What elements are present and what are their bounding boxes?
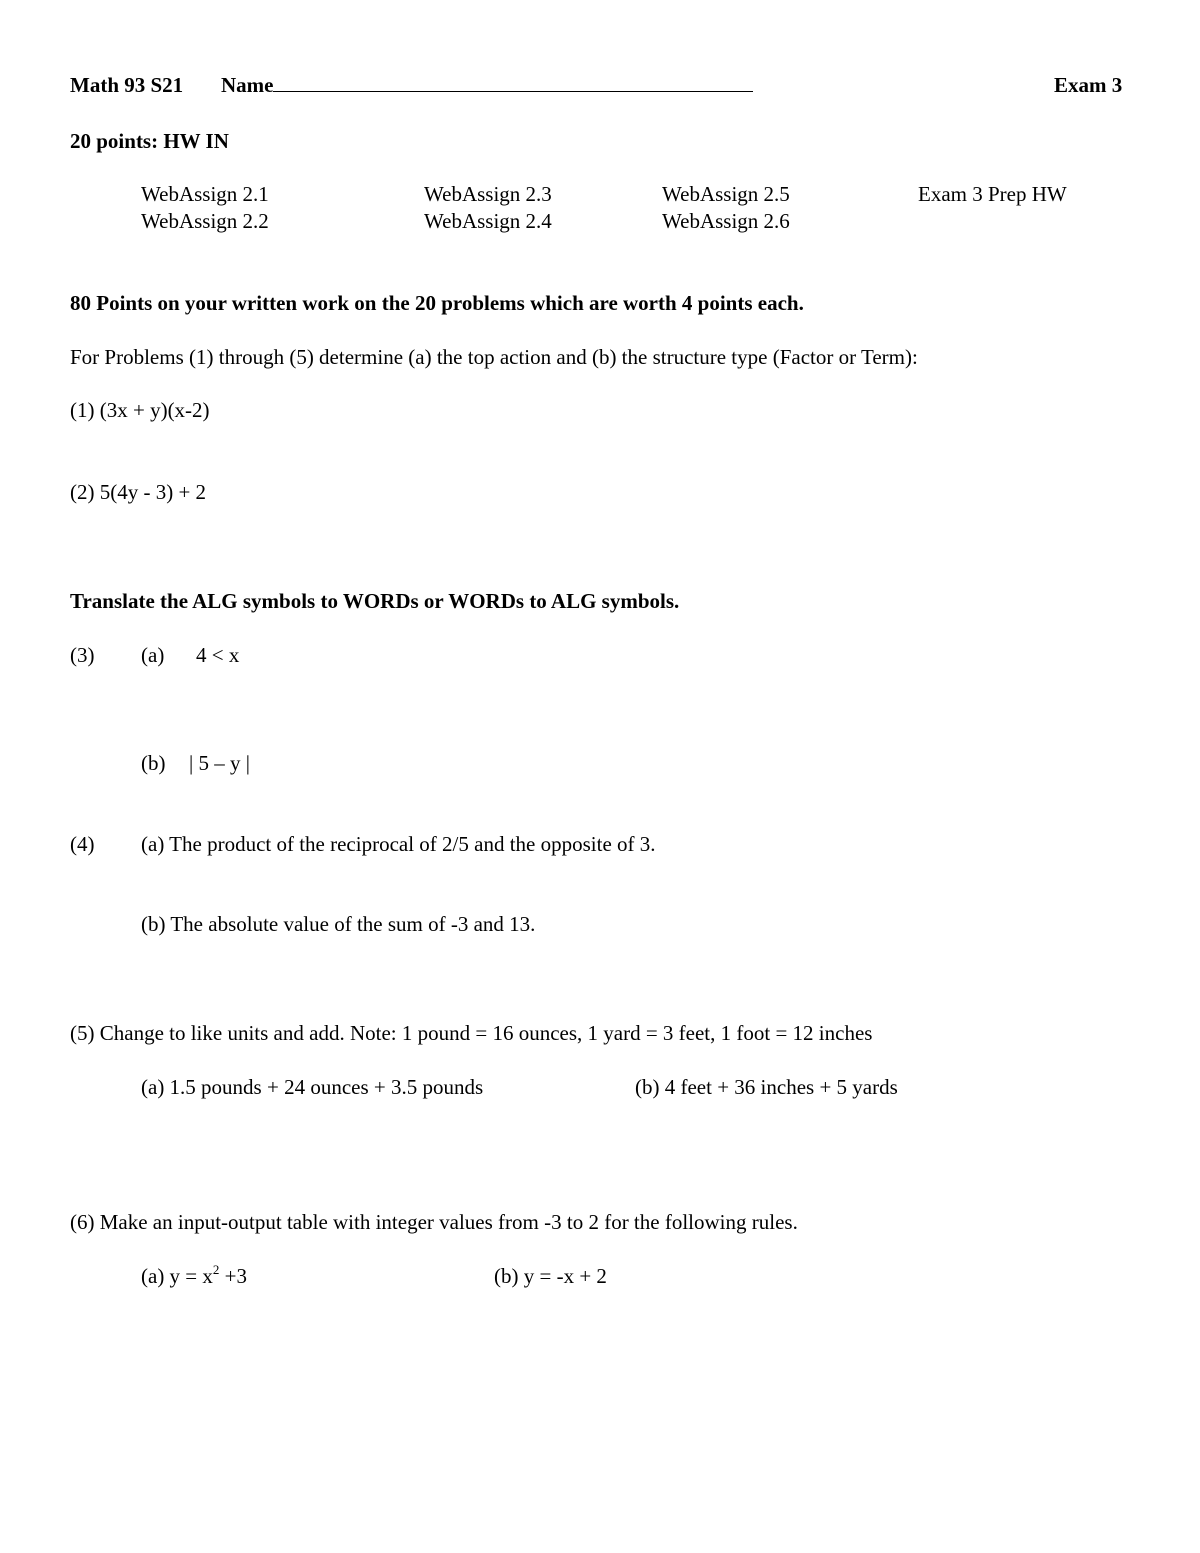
hw-item: WebAssign 2.2 [141, 209, 269, 233]
problem-4a: (a) The product of the reciprocal of 2/5 and the opposite of 3. [141, 832, 656, 856]
problem-6: (6) Make an input-output table with integer values from -3 to 2 for the following rules. [70, 1210, 798, 1234]
name-field-line[interactable] [273, 75, 753, 92]
problem-2: (2) 5(4y - 3) + 2 [70, 480, 207, 504]
problem-3b-expression: | 5 – y | [189, 751, 250, 775]
instructions-1-5: For Problems (1) through (5) determine (a) the top action and (b) the structure type (Factor or Term): [70, 345, 918, 369]
problem-3b-label: (b) [141, 751, 166, 775]
problem-4b: (b) The absolute value of the sum of -3 and 13. [141, 912, 536, 936]
hw-item: WebAssign 2.6 [662, 209, 790, 233]
hw-item: WebAssign 2.5 [662, 182, 790, 206]
problem-3a-label: (a) [141, 643, 165, 667]
hw-item: WebAssign 2.3 [424, 182, 552, 206]
written-work-heading: 80 Points on your written work on the 20 problems which are worth 4 points each. [70, 291, 804, 315]
exponent: 2 [212, 1262, 220, 1277]
course-title: Math 93 S21 [70, 73, 184, 97]
problem-5b: (b) 4 feet + 36 inches + 5 yards [635, 1075, 898, 1099]
problem-5a: (a) 1.5 pounds + 24 ounces + 3.5 pounds [141, 1075, 484, 1099]
problem-6b: (b) y = -x + 2 [494, 1264, 607, 1288]
translate-heading: Translate the ALG symbols to WORDs or WORDs to ALG symbols. [70, 589, 680, 613]
name-label: Name [221, 75, 753, 96]
hw-item: Exam 3 Prep HW [918, 182, 1067, 206]
problem-3a-expression: 4 < x [196, 643, 240, 667]
hw-heading: 20 points: HW IN [70, 129, 229, 153]
exam-title: Exam 3 [1054, 73, 1123, 97]
hw-item: WebAssign 2.1 [141, 182, 269, 206]
hw-item: WebAssign 2.4 [424, 209, 552, 233]
problem-4-number: (4) [70, 832, 95, 856]
problem-6a: (a) $y = x^2 +3$ [141, 1262, 247, 1288]
problem-3-number: (3) [70, 643, 95, 667]
problem-5: (5) Change to like units and add. Note: 1 pound = 16 ounces, 1 yard = 3 feet, 1 foot = 12 inches [70, 1021, 873, 1045]
problem-1: (1) (3x + y)(x-2) [70, 398, 210, 422]
